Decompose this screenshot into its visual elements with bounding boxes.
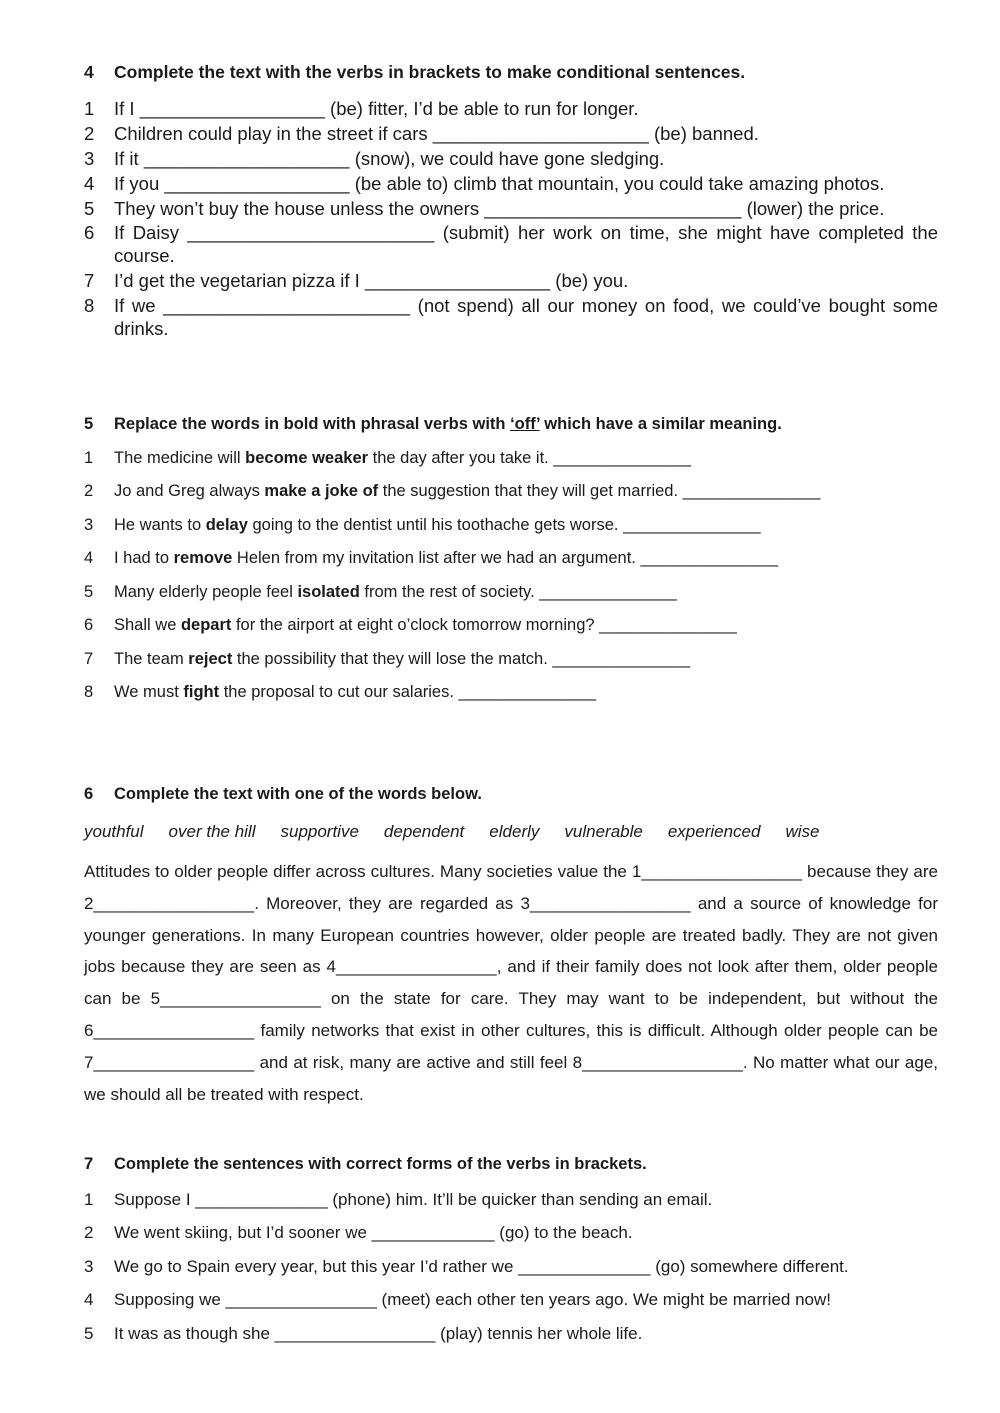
bold-phrase: delay bbox=[205, 516, 248, 534]
question-item: 6 Shall we depart for the airport at eight o’clock tomorrow morning? _______________ bbox=[84, 616, 737, 634]
word-bank-item: youthful bbox=[84, 822, 144, 841]
answer-blank[interactable]: ________________ bbox=[225, 1290, 377, 1309]
question-text: (be able to) climb that mountain, you could take amazing photos. bbox=[349, 173, 885, 194]
gap-number: 1 bbox=[631, 862, 642, 881]
question-number: 6 bbox=[84, 616, 94, 634]
bold-phrase: isolated bbox=[297, 583, 360, 601]
question-number: 2 bbox=[84, 1223, 94, 1242]
bold-phrase: depart bbox=[180, 616, 232, 634]
question-number: 2 bbox=[84, 123, 95, 144]
exercise-instruction: Replace the words in bold with phrasal verbs with ‘off’ which have a similar meaning. bbox=[114, 415, 782, 433]
question-item: 5 It was as though she _________________ (play) tennis her whole life. bbox=[84, 1324, 643, 1343]
answer-blank[interactable]: _____________ bbox=[371, 1223, 495, 1242]
question-number: 3 bbox=[84, 1257, 94, 1276]
answer-blank[interactable]: _______________ bbox=[553, 449, 691, 467]
question-number: 8 bbox=[84, 295, 95, 316]
gap-number: 7 bbox=[84, 1052, 94, 1072]
answer-blank[interactable]: _____________________ bbox=[432, 123, 649, 144]
exercise-5 bbox=[84, 415, 938, 701]
bold-phrase: remove bbox=[173, 549, 233, 567]
exercise-7 bbox=[84, 1155, 938, 1343]
answer-blank[interactable]: _________________ bbox=[93, 1020, 255, 1040]
answer-blank[interactable]: ____________________ bbox=[143, 148, 350, 169]
question-number: 1 bbox=[84, 1190, 94, 1209]
question-item bbox=[84, 197, 938, 220]
answer-blank[interactable]: _________________ bbox=[93, 1052, 255, 1072]
question-text: (be) fitter, I’d be able to run for longer. bbox=[324, 98, 639, 119]
exercise-instruction: Complete the sentences with correct forms of the verbs in brackets. bbox=[114, 1155, 647, 1173]
exercise-number: 6 bbox=[84, 785, 94, 803]
word-bank-item: vulnerable bbox=[564, 822, 643, 841]
answer-blank[interactable]: _________________ bbox=[641, 862, 803, 881]
question-item: 2 Jo and Greg always make a joke of the suggestion that they will get married. _______________ bbox=[84, 482, 821, 500]
answer-blank[interactable]: _________________ bbox=[582, 1052, 743, 1072]
answer-blank[interactable]: ______________ bbox=[518, 1257, 651, 1276]
question-number: 1 bbox=[84, 98, 95, 119]
question-number: 4 bbox=[84, 173, 95, 194]
question-text: If you bbox=[114, 173, 165, 194]
gap-number: 3 bbox=[520, 893, 530, 913]
word-bank-item: supportive bbox=[280, 822, 359, 841]
answer-blank[interactable]: ______________ bbox=[195, 1190, 328, 1209]
gap-number: 6 bbox=[84, 1020, 94, 1040]
question-number: 5 bbox=[84, 198, 95, 219]
gap-number: 5 bbox=[150, 989, 161, 1009]
question-text: (snow), we could have gone sledging. bbox=[349, 148, 665, 169]
question-item: 2 We went skiing, but I’d sooner we _____________ (go) to the beach. bbox=[84, 1223, 633, 1242]
word-bank-item: over the hill bbox=[168, 822, 256, 841]
question-item: 3 He wants to delay going to the dentist until his toothache gets worse. _______________ bbox=[84, 516, 761, 534]
question-item: 4 I had to remove Helen from my invitation list after we had an argument. _______________ bbox=[84, 549, 779, 567]
question-number: 4 bbox=[84, 549, 94, 567]
answer-blank[interactable]: _________________ bbox=[93, 893, 255, 913]
question-item: 1 The medicine will become weaker the day after you take it. _______________ bbox=[84, 449, 691, 467]
answer-blank[interactable]: _______________ bbox=[458, 683, 597, 701]
question-number: 3 bbox=[84, 516, 94, 534]
answer-blank[interactable]: ________________________ bbox=[163, 295, 411, 316]
question-text: (submit) her work on time, she might have completed the course. bbox=[114, 222, 938, 266]
question-text: (be) you. bbox=[550, 270, 629, 291]
question-number: 5 bbox=[84, 1324, 94, 1343]
question-item bbox=[84, 221, 938, 267]
answer-blank[interactable]: _______________ bbox=[599, 616, 737, 634]
gap-number: 2 bbox=[84, 893, 94, 913]
question-number: 4 bbox=[84, 1290, 94, 1309]
gap-number: 4 bbox=[326, 957, 336, 977]
question-text: They won’t buy the house unless the owners bbox=[114, 198, 485, 219]
question-text: (lower) the price. bbox=[741, 198, 885, 219]
question-item: 4 Supposing we ________________ (meet) each other ten years ago. We might be married now! bbox=[84, 1290, 831, 1309]
off-keyword: ‘off’ bbox=[510, 415, 540, 433]
question-number: 3 bbox=[84, 148, 95, 169]
word-bank-item: elderly bbox=[489, 822, 540, 841]
question-item bbox=[84, 294, 938, 340]
answer-blank[interactable]: _______________ bbox=[682, 482, 821, 500]
question-number: 7 bbox=[84, 270, 95, 291]
answer-blank[interactable]: _________________ bbox=[529, 893, 691, 913]
question-text: If I bbox=[114, 98, 140, 119]
question-item bbox=[84, 172, 938, 195]
gap-fill-paragraph: Attitudes to older people differ across cultures. Many societies value the 1_________________ because they are 2_________________. Moreover, they are regarded as 3_________________ and a source of knowledge for younger generations. In many European countries however, older people are treated badly. They are not given jobs because they are seen as 4_________________, and if their family does not look after them, older people can be 5_________________ on the state for care. They may want to be independent, but without the 6_________________ family networks that exist in other cultures, this is difficult. Although older people can be 7_________________ and at risk, many are active and still feel 8_________________. No matter what our age, we should all be treated with respect. bbox=[84, 862, 938, 1104]
question-item bbox=[84, 147, 938, 170]
bold-phrase: make a joke of bbox=[264, 482, 379, 500]
answer-blank[interactable]: _______________ bbox=[552, 650, 691, 668]
question-item: 1 Suppose I ______________ (phone) him. It’ll be quicker than sending an email. bbox=[84, 1190, 713, 1209]
exercise-5-heading bbox=[84, 415, 938, 434]
question-text: If we bbox=[114, 295, 164, 316]
answer-blank[interactable]: __________________ bbox=[164, 173, 350, 194]
exercise-4-heading bbox=[84, 62, 938, 83]
exercise-number: 4 bbox=[84, 62, 94, 82]
word-bank-item: experienced bbox=[667, 822, 761, 841]
question-item: 3 We go to Spain every year, but this year I’d rather we ______________ (go) somewhere different. bbox=[84, 1257, 849, 1276]
question-item: 5 Many elderly people feel isolated from the rest of society. _______________ bbox=[84, 583, 677, 601]
exercise-6-heading bbox=[84, 785, 938, 804]
question-item: 8 We must fight the proposal to cut our salaries. _______________ bbox=[84, 683, 597, 701]
answer-blank[interactable]: __________________ bbox=[364, 270, 551, 291]
question-number: 7 bbox=[84, 650, 94, 668]
question-number: 6 bbox=[84, 222, 95, 243]
question-item bbox=[84, 269, 938, 292]
answer-blank[interactable]: _______________ bbox=[623, 516, 761, 534]
answer-blank[interactable]: _________________ bbox=[160, 989, 321, 1009]
word-bank-item: wise bbox=[785, 822, 820, 841]
answer-blank[interactable]: _________________________ bbox=[484, 198, 742, 219]
question-text: If it bbox=[114, 148, 144, 169]
word-bank-item: dependent bbox=[383, 822, 465, 841]
bold-phrase: reject bbox=[188, 650, 233, 668]
word-bank bbox=[84, 822, 844, 842]
bold-phrase: become weaker bbox=[245, 449, 369, 467]
question-number: 8 bbox=[84, 683, 94, 701]
exercise-6 bbox=[84, 785, 938, 1104]
answer-blank[interactable]: _________________ bbox=[274, 1324, 436, 1343]
question-number: 5 bbox=[84, 583, 94, 601]
question-number: 2 bbox=[84, 482, 94, 500]
question-item: 7 The team reject the possibility that they will lose the match. _______________ bbox=[84, 650, 691, 668]
question-item bbox=[84, 122, 938, 145]
bold-phrase: fight bbox=[183, 683, 220, 701]
answer-blank[interactable]: __________________ bbox=[139, 98, 325, 119]
answer-blank[interactable]: _______________ bbox=[539, 583, 677, 601]
answer-blank[interactable]: _______________ bbox=[640, 549, 779, 567]
gap-number: 8 bbox=[572, 1052, 583, 1072]
exercise-7-heading bbox=[84, 1155, 938, 1174]
question-number: 1 bbox=[84, 449, 94, 467]
exercise-number: 5 bbox=[84, 415, 94, 433]
question-item bbox=[84, 97, 938, 120]
question-text: If Daisy bbox=[114, 222, 188, 243]
question-text: Children could play in the street if cars bbox=[114, 123, 433, 144]
answer-blank[interactable]: ________________________ bbox=[187, 222, 435, 243]
question-text: I’d get the vegetarian pizza if I bbox=[114, 270, 365, 291]
answer-blank[interactable]: _________________ bbox=[335, 957, 497, 977]
question-text: (not spend) all our money on food, we could’ve bought some drinks. bbox=[114, 295, 938, 339]
exercise-number: 7 bbox=[84, 1155, 94, 1173]
exercise-4 bbox=[84, 62, 938, 339]
question-text: (be) banned. bbox=[648, 123, 759, 144]
exercise-instruction: Complete the text with the verbs in brackets to make conditional sentences. bbox=[114, 62, 746, 82]
exercise-instruction: Complete the text with one of the words below. bbox=[114, 785, 482, 803]
